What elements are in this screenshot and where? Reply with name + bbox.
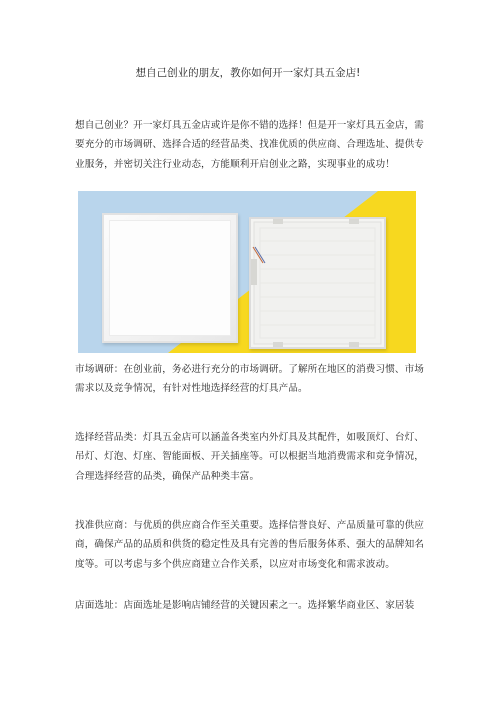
supplier-paragraph: 找准供应商：与优质的供应商合作至关重要。选择信誉良好、产品质量可靠的供应商，确保产品的品质和供货的稳定性及具有完善的售后服务体系、强大的品牌知名度等。可以考虑与多个供应商建立合作关系，以应对市场变化和需求波动。 xyxy=(75,520,424,570)
market-research-paragraph: 市场调研：在创业前，务必进行充分的市场调研。了解所在地区的消费习惯、市场需求以及竞争情况，有针对性地选择经营的灯具产品。 xyxy=(75,364,424,395)
store-location-paragraph: 店面选址：店面选址是影响店铺经营的关键因素之一。选择繁华商业区、家居装 xyxy=(75,600,415,611)
product-category-paragraph: 选择经营品类：灯具五金店可以涵盖各类室内外灯具及其配件，如吸顶灯、台灯、吊灯、灯泡、灯座、智能面板、开关插座等。可以根据当地消费需求和竞争情况，合理选择经营的品类，确保产品种类丰富。 xyxy=(75,432,424,482)
panel-light-front xyxy=(102,213,238,343)
product-photo xyxy=(78,191,416,353)
intro-paragraph: 想自己创业？开一家灯具五金店或许是你不错的选择！但是开一家灯具五金店，需要充分的市场调研、选择合适的经营品类、找准优质的供应商、合理选址、提供专业服务，并密切关注行业动态，方能顺利开启创业之路，实现事业的成功！ xyxy=(75,120,424,170)
document-title: 想自己创业的朋友，教你如何开一家灯具五金店! xyxy=(135,67,361,79)
panel-back-texture xyxy=(251,219,384,347)
panel-light-back xyxy=(249,217,386,349)
